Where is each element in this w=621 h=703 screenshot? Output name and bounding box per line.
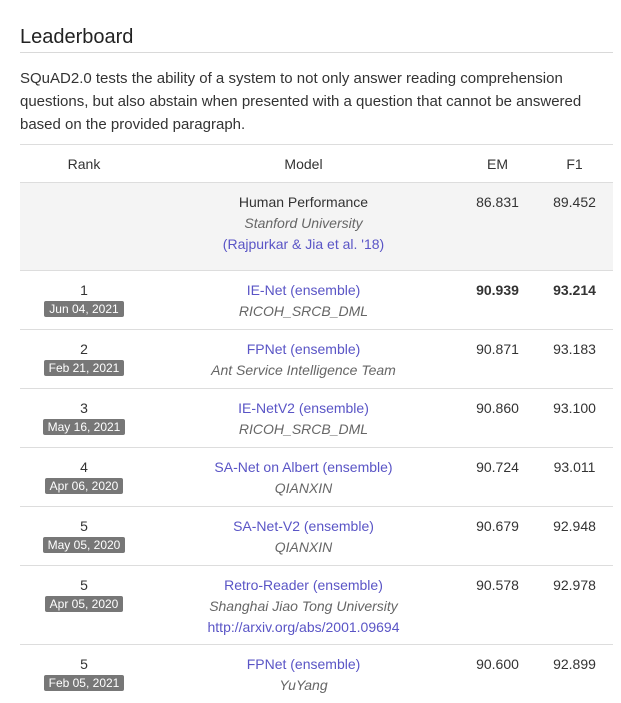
f1-score: 89.452	[536, 192, 613, 212]
em-score: 90.679	[459, 516, 536, 536]
f1-score: 93.011	[536, 457, 613, 477]
date-badge: Feb 21, 2021	[44, 360, 125, 376]
model-cell	[148, 566, 459, 645]
model-cell	[148, 271, 459, 330]
model-cell	[148, 183, 459, 271]
em-score: 90.871	[459, 339, 536, 359]
column-header-rank: Rank	[20, 145, 148, 183]
table-row	[20, 448, 613, 507]
rank-number: 5	[20, 516, 148, 536]
model-name-link[interactable]: SA-Net on Albert (ensemble)	[148, 457, 459, 478]
f1-cell	[536, 507, 613, 566]
rank-cell	[20, 271, 148, 330]
em-score: 90.724	[459, 457, 536, 477]
model-cell	[148, 330, 459, 389]
column-header-model: Model	[148, 145, 459, 183]
column-header-f1: F1	[536, 145, 613, 183]
em-cell	[459, 448, 536, 507]
rank-cell	[20, 389, 148, 448]
model-name-link[interactable]: SA-Net-V2 (ensemble)	[148, 516, 459, 537]
f1-score: 93.183	[536, 339, 613, 359]
leaderboard-table	[20, 144, 613, 703]
f1-score: 93.214	[536, 280, 613, 300]
rank-number: 2	[20, 339, 148, 359]
em-cell	[459, 183, 536, 271]
f1-cell	[536, 389, 613, 448]
date-badge: May 05, 2020	[43, 537, 126, 553]
model-cell	[148, 507, 459, 566]
em-cell	[459, 271, 536, 330]
table-row	[20, 330, 613, 389]
model-paper-link[interactable]: http://arxiv.org/abs/2001.09694	[148, 617, 459, 638]
rank-cell	[20, 183, 148, 271]
model-name-link[interactable]: IE-NetV2 (ensemble)	[148, 398, 459, 419]
model-org: RICOH_SRCB_DML	[148, 301, 459, 322]
rank-number: 5	[20, 654, 148, 674]
model-name-link[interactable]: IE-Net (ensemble)	[148, 280, 459, 301]
f1-cell	[536, 271, 613, 330]
em-score: 90.860	[459, 398, 536, 418]
date-badge: Apr 05, 2020	[45, 596, 124, 612]
model-name: Human Performance	[148, 192, 459, 213]
model-org: YuYang	[148, 675, 459, 696]
model-paper-link[interactable]: (Rajpurkar & Jia et al. '18)	[148, 234, 459, 255]
table-row	[20, 507, 613, 566]
model-org: Stanford University	[148, 213, 459, 234]
table-row	[20, 566, 613, 645]
f1-cell	[536, 645, 613, 703]
f1-cell	[536, 566, 613, 645]
em-score: 90.939	[459, 280, 536, 300]
em-cell	[459, 507, 536, 566]
model-org: Shanghai Jiao Tong University	[148, 596, 459, 617]
date-badge: Jun 04, 2021	[44, 301, 123, 317]
leaderboard-description: SQuAD2.0 tests the ability of a system to not only answer reading comprehension questions, but also abstain when presented with a question that cannot be answered based on the provided paragraph.	[20, 67, 613, 136]
rank-cell	[20, 645, 148, 703]
model-cell	[148, 389, 459, 448]
em-cell	[459, 389, 536, 448]
title-divider	[20, 52, 613, 53]
rank-number: 5	[20, 575, 148, 595]
em-score: 90.578	[459, 575, 536, 595]
table-row-human-performance	[20, 183, 613, 271]
model-org: Ant Service Intelligence Team	[148, 360, 459, 381]
em-cell	[459, 330, 536, 389]
rank-cell	[20, 566, 148, 645]
model-org: QIANXIN	[148, 478, 459, 499]
rank-number: 1	[20, 280, 148, 300]
f1-cell	[536, 448, 613, 507]
table-row	[20, 389, 613, 448]
f1-score: 93.100	[536, 398, 613, 418]
rank-cell	[20, 330, 148, 389]
f1-score: 92.948	[536, 516, 613, 536]
em-score: 90.600	[459, 654, 536, 674]
em-cell	[459, 645, 536, 703]
rank-cell	[20, 448, 148, 507]
model-org: QIANXIN	[148, 537, 459, 558]
rank-cell	[20, 507, 148, 566]
f1-score: 92.978	[536, 575, 613, 595]
page-title: Leaderboard	[20, 26, 133, 49]
f1-cell	[536, 330, 613, 389]
model-org: RICOH_SRCB_DML	[148, 419, 459, 440]
em-score: 86.831	[459, 192, 536, 212]
table-header-row	[20, 145, 613, 183]
table-row	[20, 271, 613, 330]
date-badge: May 16, 2021	[43, 419, 126, 435]
date-badge: Feb 05, 2021	[44, 675, 125, 691]
rank-number: 3	[20, 398, 148, 418]
date-badge: Apr 06, 2020	[45, 478, 124, 494]
f1-score: 92.899	[536, 654, 613, 674]
column-header-em: EM	[459, 145, 536, 183]
model-cell	[148, 448, 459, 507]
model-cell	[148, 645, 459, 703]
table-row	[20, 645, 613, 703]
em-cell	[459, 566, 536, 645]
model-name-link[interactable]: FPNet (ensemble)	[148, 654, 459, 675]
model-name-link[interactable]: FPNet (ensemble)	[148, 339, 459, 360]
f1-cell	[536, 183, 613, 271]
rank-number: 4	[20, 457, 148, 477]
model-name-link[interactable]: Retro-Reader (ensemble)	[148, 575, 459, 596]
